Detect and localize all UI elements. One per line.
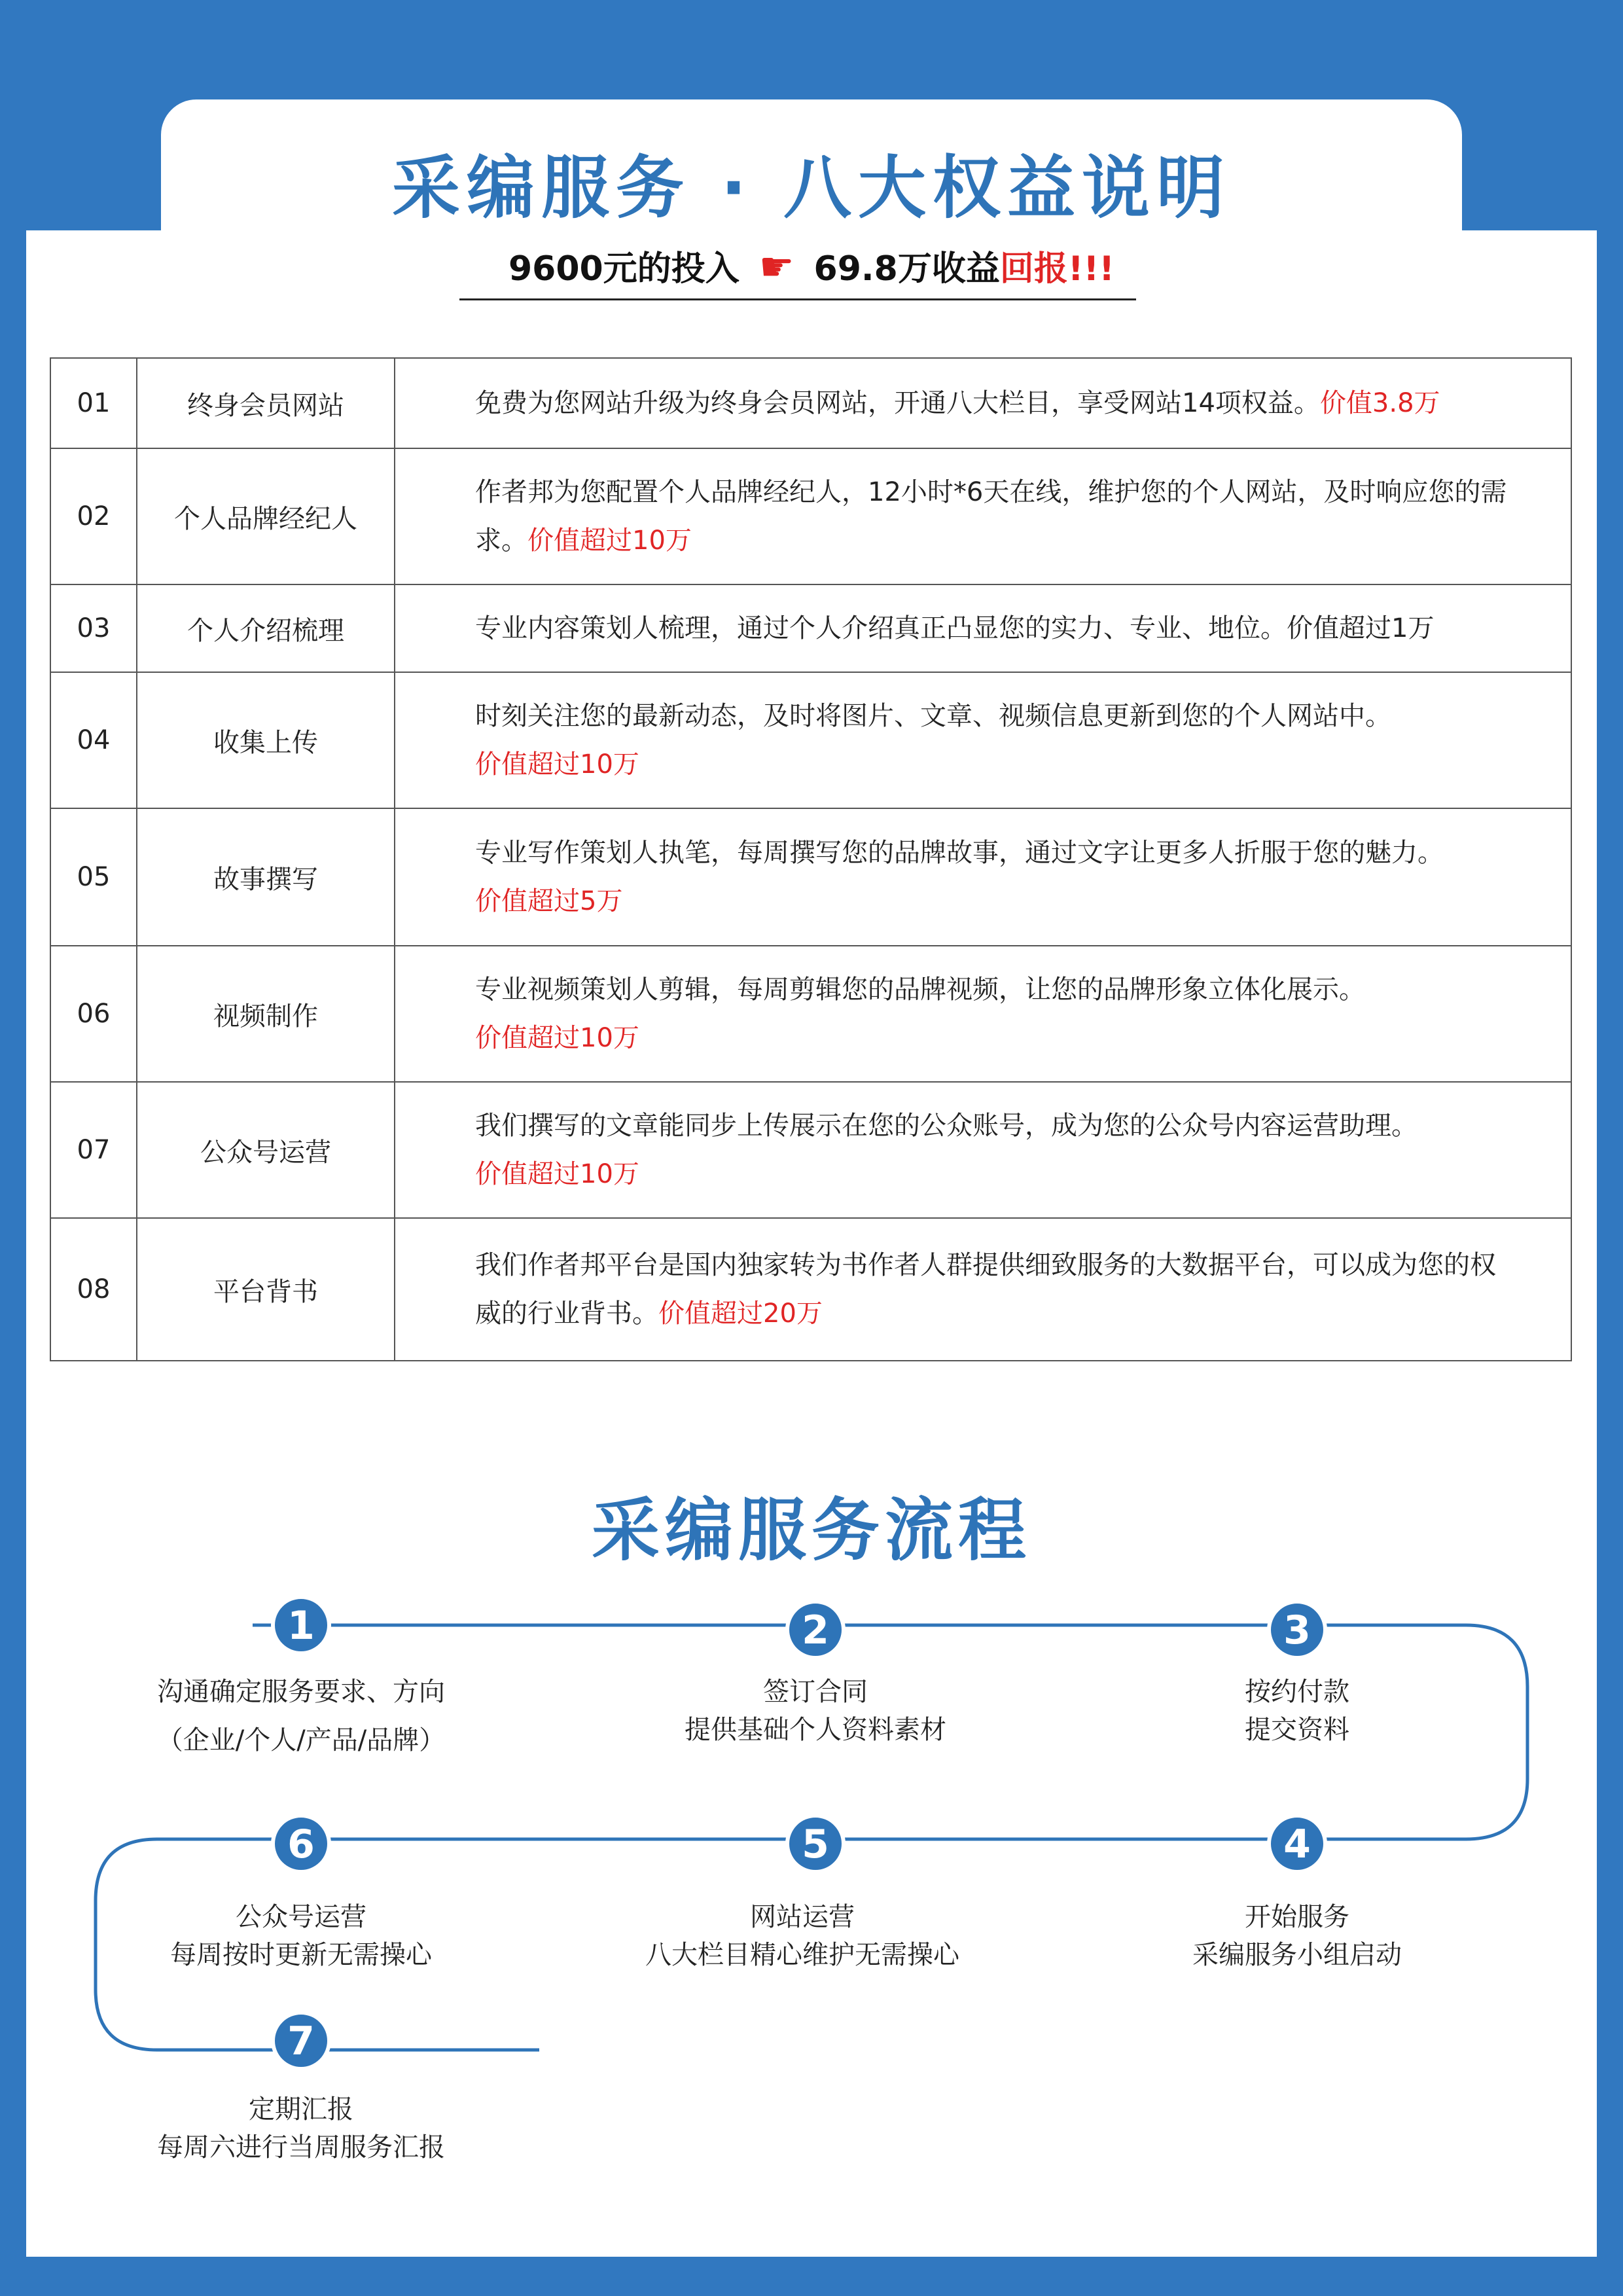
step-marker-3	[1269, 1602, 1325, 1658]
step-5-text: 网站运营 八大栏目精心维护无需操心	[645, 1902, 959, 1970]
step-1-text: 沟通确定服务要求、方向 （企业/个人/产品/品牌）	[156, 1677, 446, 1755]
row-number: 08	[50, 1218, 137, 1361]
page-title: 采编服务 · 八大权益说明	[392, 148, 1231, 228]
benefit-name: 个人品牌经纪人	[137, 448, 395, 584]
row-number: 05	[50, 808, 137, 946]
benefit-desc: 时刻关注您的最新动态，及时将图片、文章、视频信息更新到您的个人网站中。 价值超过10万	[395, 672, 1571, 808]
subtitle-invest: 9600元的投入	[508, 249, 740, 289]
benefit-name: 视频制作	[137, 946, 395, 1082]
row-number: 06	[50, 946, 137, 1082]
svg-text:3: 3	[1283, 1607, 1311, 1653]
benefit-name: 收集上传	[137, 672, 395, 808]
pointing-hand-icon: ☛	[758, 244, 794, 290]
svg-text:2: 2	[802, 1607, 829, 1653]
benefit-value: 价值超过10万	[527, 526, 692, 556]
subtitle-gain: 69.8万收益	[813, 249, 1000, 289]
benefit-value: 价值超过10万	[475, 749, 639, 780]
benefit-value: 价值超过10万	[475, 1159, 639, 1189]
step-6-text: 公众号运营 每周按时更新无需操心	[170, 1902, 432, 1970]
benefit-name: 故事撰写	[137, 808, 395, 946]
row-number: 07	[50, 1082, 137, 1218]
benefit-name: 公众号运营	[137, 1082, 395, 1218]
benefit-name: 终身会员网站	[137, 358, 395, 448]
step-marker-1	[273, 1597, 329, 1653]
step-marker-6	[273, 1816, 329, 1872]
benefit-desc: 我们撰写的文章能同步上传展示在您的公众账号，成为您的公众号内容运营助理。 价值超过10万	[395, 1082, 1571, 1218]
row-number: 02	[50, 448, 137, 584]
benefit-value: 价值3.8万	[1319, 388, 1440, 418]
benefit-desc: 专业视频策划人剪辑，每周剪辑您的品牌视频，让您的品牌形象立体化展示。 价值超过10万	[395, 946, 1571, 1082]
svg-text:7: 7	[287, 2018, 315, 2064]
row-number: 04	[50, 672, 137, 808]
benefit-desc: 专业内容策划人梳理，通过个人介绍真正凸显您的实力、专业、地位。价值超过1万	[395, 584, 1571, 672]
step-7-text: 定期汇报 每周六进行当周服务汇报	[157, 2094, 445, 2162]
benefit-value: 价值超过20万	[658, 1299, 823, 1329]
subtitle-return: 回报!!!	[999, 249, 1115, 289]
svg-text:1: 1	[287, 1603, 315, 1649]
svg-text:5: 5	[802, 1821, 829, 1867]
step-3-text: 按约付款 提交资料	[1245, 1677, 1349, 1745]
benefit-value: 价值超过5万	[475, 886, 623, 916]
process-title: 采编服务流程	[591, 1490, 1031, 1570]
row-number: 03	[50, 584, 137, 672]
benefit-name: 平台背书	[137, 1218, 395, 1361]
benefit-desc: 我们作者邦平台是国内独家转为书作者人群提供细致服务的大数据平台，可以成为您的权威的行业背书。价值超过20万	[395, 1218, 1571, 1361]
benefit-desc: 免费为您网站升级为终身会员网站，开通八大栏目，享受网站14项权益。价值3.8万	[395, 358, 1571, 448]
row-number: 01	[50, 358, 137, 448]
step-2-text: 签订合同 提供基础个人资料素材	[685, 1677, 946, 1745]
step-marker-5	[787, 1816, 844, 1872]
svg-text:4: 4	[1283, 1821, 1311, 1867]
step-marker-4	[1269, 1816, 1325, 1872]
svg-text:6: 6	[287, 1821, 315, 1867]
step-marker-2	[787, 1602, 844, 1658]
benefit-name: 个人介绍梳理	[137, 584, 395, 672]
step-4-text: 开始服务 采编服务小组启动	[1192, 1902, 1402, 1970]
benefit-desc: 专业写作策划人执笔，每周撰写您的品牌故事，通过文字让更多人折服于您的魅力。 价值超过5万	[395, 808, 1571, 946]
step-marker-7	[273, 2013, 329, 2069]
benefit-value: 价值超过10万	[475, 1023, 639, 1053]
benefit-desc: 作者邦为您配置个人品牌经纪人，12小时*6天在线，维护您的个人网站，及时响应您的需求。价值超过10万	[395, 448, 1571, 584]
